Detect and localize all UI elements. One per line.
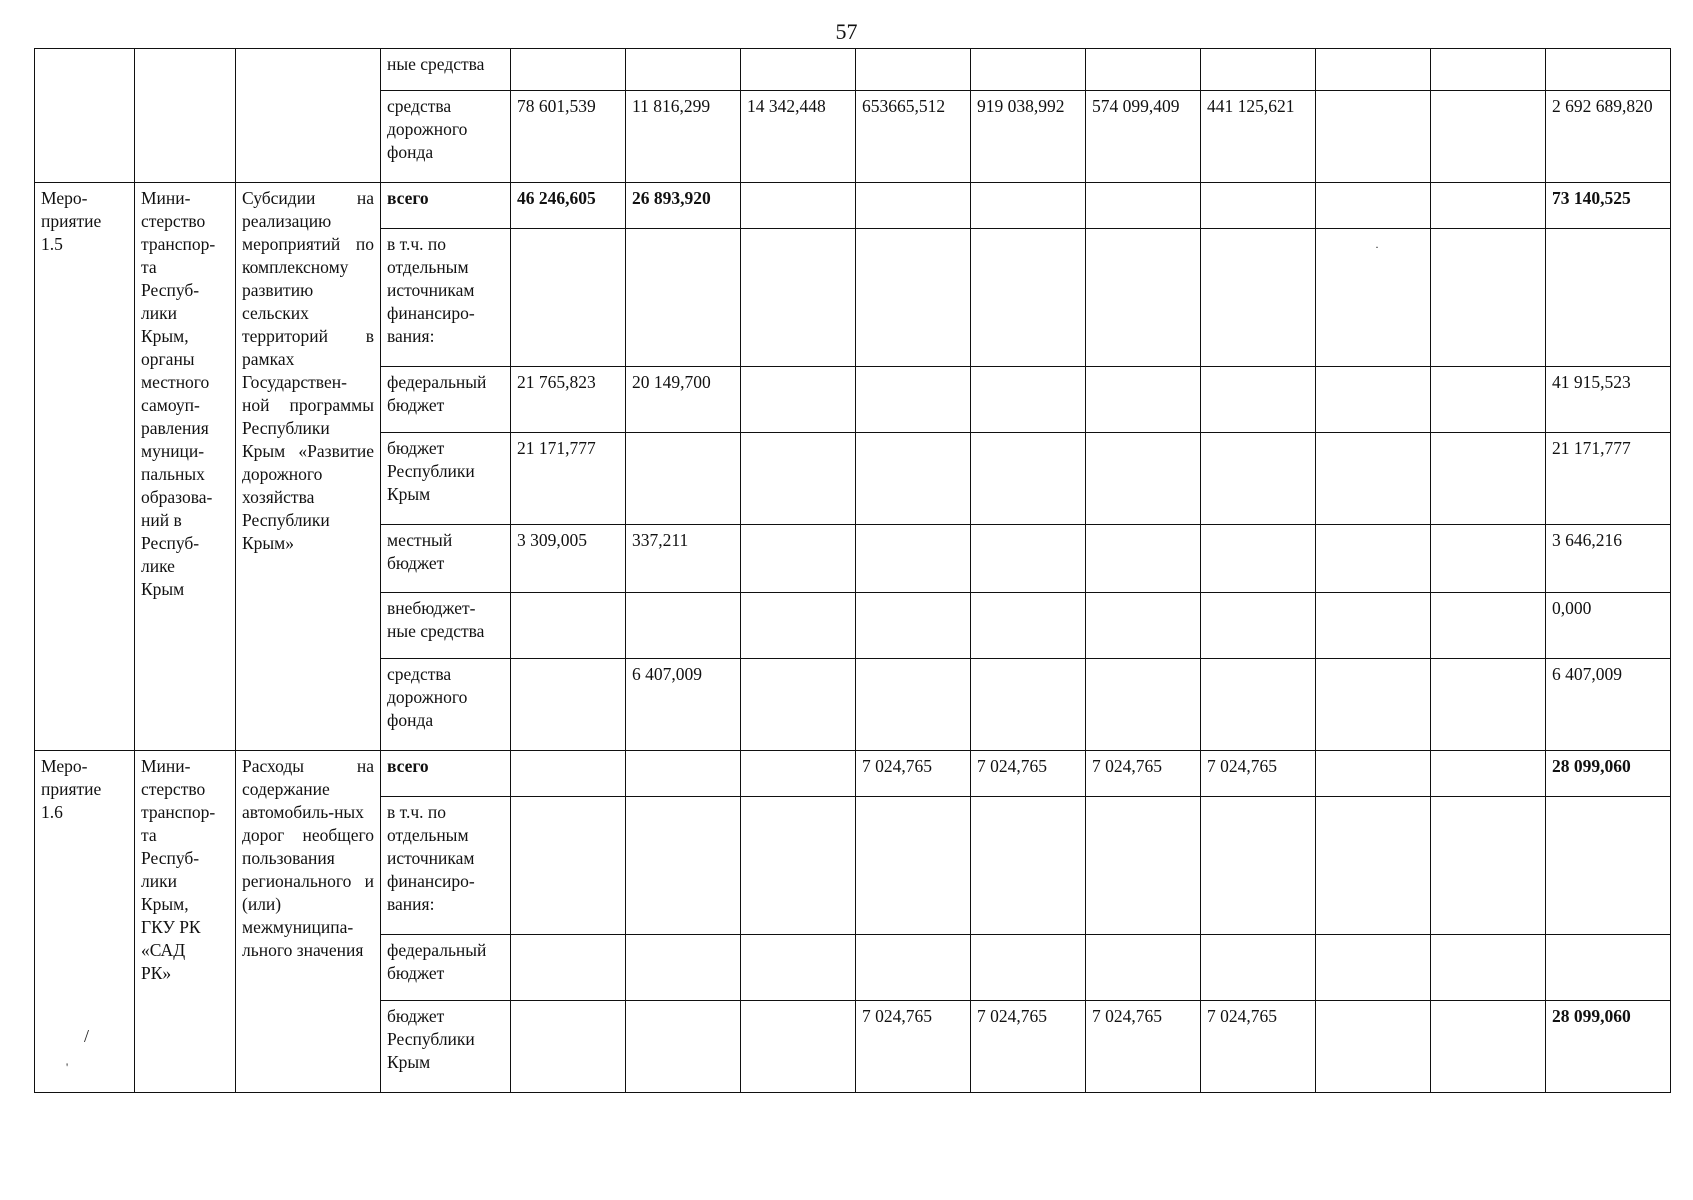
- value-cell: [971, 367, 1086, 433]
- value-cell: [1431, 659, 1546, 751]
- value-cell: [511, 935, 626, 1001]
- value-cell: [1086, 525, 1201, 593]
- executor-cell: [135, 49, 236, 183]
- value-cell: [1201, 229, 1316, 367]
- value-cell: 574 099,409: [1086, 91, 1201, 183]
- value-cell: [856, 935, 971, 1001]
- source-cell: средства дорожного фонда: [381, 659, 511, 751]
- value-cell: [1316, 935, 1431, 1001]
- value-cell: [511, 751, 626, 797]
- executor-cell: Мини- стерство транспор- та Респуб- лики Крым, ГКУ РК «САД РК»: [135, 751, 236, 1093]
- value-cell: [856, 49, 971, 91]
- value-cell: [971, 659, 1086, 751]
- value-cell: [741, 229, 856, 367]
- value-cell: [626, 593, 741, 659]
- value-cell: [1086, 229, 1201, 367]
- value-cell: 3 646,216: [1546, 525, 1671, 593]
- value-cell: [1431, 49, 1546, 91]
- source-cell: всего: [381, 183, 511, 229]
- value-cell: [1316, 593, 1431, 659]
- value-cell: [511, 659, 626, 751]
- source-cell: федеральный бюджет: [381, 935, 511, 1001]
- value-cell: [1201, 797, 1316, 935]
- value-cell: [1546, 935, 1671, 1001]
- value-cell: [626, 935, 741, 1001]
- value-cell: 919 038,992: [971, 91, 1086, 183]
- value-cell: [1316, 659, 1431, 751]
- value-cell: [741, 659, 856, 751]
- value-cell: [741, 751, 856, 797]
- value-cell: [1316, 49, 1431, 91]
- value-cell: [1086, 659, 1201, 751]
- value-cell: [1431, 935, 1546, 1001]
- source-cell: всего: [381, 751, 511, 797]
- value-cell: [511, 593, 626, 659]
- value-cell: 7 024,765: [1086, 1001, 1201, 1093]
- value-cell: [1086, 367, 1201, 433]
- value-cell: [1201, 183, 1316, 229]
- source-cell: бюджет Республики Крым: [381, 1001, 511, 1093]
- value-cell: [741, 797, 856, 935]
- value-cell: [856, 659, 971, 751]
- description-cell: Расходы на содержание автомобиль-ных дорог необщего пользования регионального и (или) межмуниципа-льного значения: [236, 751, 381, 1093]
- value-cell: [856, 525, 971, 593]
- value-cell: [971, 49, 1086, 91]
- value-cell: [1316, 1001, 1431, 1093]
- table-row: [35, 751, 1671, 797]
- value-cell: 6 407,009: [1546, 659, 1671, 751]
- value-cell: [511, 49, 626, 91]
- event-cell: [35, 49, 135, 183]
- page-number: 57: [835, 19, 858, 44]
- value-cell: 653665,512: [856, 91, 971, 183]
- value-cell: 7 024,765: [1201, 751, 1316, 797]
- table-row: [35, 183, 1671, 229]
- value-cell: [856, 593, 971, 659]
- event-cell: Меро- приятие 1.6: [35, 751, 135, 1093]
- funding-table: [34, 48, 1671, 1093]
- value-cell: 3 309,005: [511, 525, 626, 593]
- source-cell: средства дорожного фонда: [381, 91, 511, 183]
- value-cell: [511, 229, 626, 367]
- description-cell: Субсидии на реализацию мероприятий по комплексному развитию сельских территорий в рамках Государствен-ной программы Республики Крым «Развитие дорожного хозяйства Республики Крым»: [236, 183, 381, 751]
- table-row: [35, 49, 1671, 91]
- value-cell: [1546, 229, 1671, 367]
- value-cell: [1316, 367, 1431, 433]
- value-cell: [741, 935, 856, 1001]
- value-cell: 14 342,448: [741, 91, 856, 183]
- value-cell: 28 099,060: [1546, 751, 1671, 797]
- value-cell: [1201, 433, 1316, 525]
- value-cell: [1316, 183, 1431, 229]
- value-cell: [511, 797, 626, 935]
- source-cell: в т.ч. по отдельным источникам финансиро- вания:: [381, 229, 511, 367]
- value-cell: [1201, 935, 1316, 1001]
- value-cell: 26 893,920: [626, 183, 741, 229]
- event-cell: Меро- приятие 1.5: [35, 183, 135, 751]
- value-cell: [626, 751, 741, 797]
- value-cell: [1316, 525, 1431, 593]
- value-cell: [856, 229, 971, 367]
- executor-cell: Мини- стерство транспор- та Респуб- лики Крым, органы местного самоуп- равления муници- пальных образова- ний в Респуб- лике Крым: [135, 183, 236, 751]
- value-cell: 441 125,621: [1201, 91, 1316, 183]
- value-cell: [1201, 525, 1316, 593]
- value-cell: 21 765,823: [511, 367, 626, 433]
- value-cell: [971, 433, 1086, 525]
- value-cell: [511, 1001, 626, 1093]
- value-cell: [1086, 183, 1201, 229]
- value-cell: [1546, 797, 1671, 935]
- value-cell: [1431, 593, 1546, 659]
- value-cell: [1086, 593, 1201, 659]
- value-cell: [971, 183, 1086, 229]
- source-cell: ные средства: [381, 49, 511, 91]
- value-cell: [741, 1001, 856, 1093]
- source-cell: внебюджет- ные средства: [381, 593, 511, 659]
- value-cell: [971, 229, 1086, 367]
- value-cell: [971, 593, 1086, 659]
- value-cell: [1431, 91, 1546, 183]
- value-cell: [1431, 433, 1546, 525]
- value-cell: [1431, 1001, 1546, 1093]
- value-cell: 7 024,765: [1201, 1001, 1316, 1093]
- value-cell: 73 140,525: [1546, 183, 1671, 229]
- value-cell: 7 024,765: [971, 1001, 1086, 1093]
- value-cell: [741, 49, 856, 91]
- source-cell: федеральный бюджет: [381, 367, 511, 433]
- value-cell: 20 149,700: [626, 367, 741, 433]
- value-cell: [1316, 797, 1431, 935]
- value-cell: [1086, 797, 1201, 935]
- description-cell: [236, 49, 381, 183]
- value-cell: [1316, 751, 1431, 797]
- source-cell: бюджет Республики Крым: [381, 433, 511, 525]
- value-cell: [1431, 797, 1546, 935]
- value-cell: [1316, 229, 1431, 367]
- value-cell: [971, 525, 1086, 593]
- value-cell: [1431, 183, 1546, 229]
- value-cell: [1201, 593, 1316, 659]
- value-cell: [626, 433, 741, 525]
- value-cell: 41 915,523: [1546, 367, 1671, 433]
- value-cell: 7 024,765: [856, 1001, 971, 1093]
- value-cell: 46 246,605: [511, 183, 626, 229]
- value-cell: [1546, 49, 1671, 91]
- value-cell: [971, 797, 1086, 935]
- stray-mark: ·: [1375, 240, 1379, 254]
- source-cell: местный бюджет: [381, 525, 511, 593]
- value-cell: 7 024,765: [1086, 751, 1201, 797]
- value-cell: [741, 593, 856, 659]
- value-cell: [1431, 367, 1546, 433]
- value-cell: [1316, 91, 1431, 183]
- value-cell: [1086, 935, 1201, 1001]
- value-cell: 337,211: [626, 525, 741, 593]
- value-cell: [856, 183, 971, 229]
- handwritten-mark: /: [84, 1026, 90, 1046]
- value-cell: [1086, 433, 1201, 525]
- value-cell: 78 601,539: [511, 91, 626, 183]
- value-cell: [1431, 751, 1546, 797]
- value-cell: [1431, 525, 1546, 593]
- value-cell: [626, 1001, 741, 1093]
- value-cell: 2 692 689,820: [1546, 91, 1671, 183]
- value-cell: 11 816,299: [626, 91, 741, 183]
- value-cell: 28 099,060: [1546, 1001, 1671, 1093]
- stray-mark: ': [66, 1060, 69, 1074]
- value-cell: 7 024,765: [971, 751, 1086, 797]
- value-cell: [626, 797, 741, 935]
- value-cell: [626, 49, 741, 91]
- value-cell: 21 171,777: [1546, 433, 1671, 525]
- value-cell: [1201, 659, 1316, 751]
- value-cell: [856, 797, 971, 935]
- value-cell: 0,000: [1546, 593, 1671, 659]
- value-cell: 7 024,765: [856, 751, 971, 797]
- value-cell: [1316, 433, 1431, 525]
- value-cell: [971, 935, 1086, 1001]
- value-cell: [741, 433, 856, 525]
- value-cell: [741, 183, 856, 229]
- value-cell: [1201, 367, 1316, 433]
- value-cell: [1086, 49, 1201, 91]
- value-cell: [741, 525, 856, 593]
- value-cell: [1431, 229, 1546, 367]
- value-cell: 21 171,777: [511, 433, 626, 525]
- source-cell: в т.ч. по отдельным источникам финансиро- вания:: [381, 797, 511, 935]
- value-cell: [741, 367, 856, 433]
- value-cell: [626, 229, 741, 367]
- value-cell: [1201, 49, 1316, 91]
- value-cell: [856, 367, 971, 433]
- value-cell: [856, 433, 971, 525]
- value-cell: 6 407,009: [626, 659, 741, 751]
